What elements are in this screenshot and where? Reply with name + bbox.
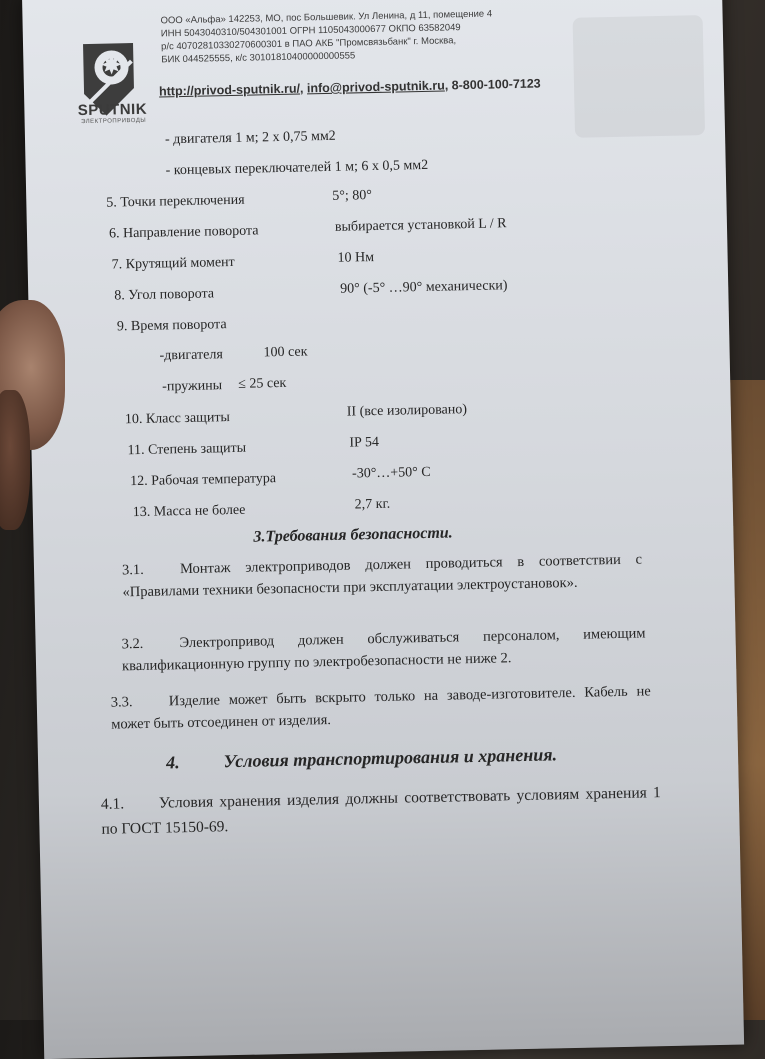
spec-cable-limit: - концевых переключателей 1 м; 6 х 0,5 мм2 — [165, 157, 429, 179]
spec-value: 10 Нм — [337, 250, 375, 266]
company-line: ИНН 5043040310/504301001 ОГРН 1105043000677 ОКПО 63582049 — [160, 22, 461, 40]
paragraph-number: 3.1. — [121, 561, 144, 579]
hand-finger — [0, 390, 30, 530]
company-line: БИК 044525555, к/с 30101810400000000555 — [161, 50, 356, 66]
spec-value: 2,7 кг. — [354, 496, 391, 513]
spec-value: 5°; 80° — [332, 188, 373, 204]
company-line: р/с 40702810330270600301 в ПАО АКБ "Промсвязьбанк" г. Москва, — [160, 35, 457, 53]
spec-label: 5. Точки переключения — [106, 192, 245, 211]
spec-label: 7. Крутящий момент — [111, 254, 235, 273]
paragraph-3-1 — [122, 548, 643, 603]
paragraph-4-1 — [101, 780, 662, 842]
paragraph-text: Электропривод должен обслуживаться персоналом, имеющим квалификационную группу по электробезопасности не ниже 2. — [121, 625, 646, 675]
spec-label: 12. Рабочая температура — [130, 471, 277, 490]
spec-label: 10. Класс защиты — [124, 410, 231, 428]
document-sheet — [22, 0, 744, 1059]
spec-value: II (все изолировано) — [346, 402, 468, 420]
spec-label: -двигателя — [159, 347, 223, 364]
section-title-safety: 3.Требования безопасности. — [253, 524, 453, 546]
phone-number: 8-800-100-7123 — [451, 76, 541, 93]
brand-subtitle: ЭЛЕКТРОПРИВОДЫ — [81, 117, 147, 126]
section-number: 4. — [165, 752, 180, 773]
spec-label: 11. Степень защиты — [127, 440, 247, 459]
contacts-line: http://privod-sputnik.ru/, info@privod-sputnik.ru, 8-800-100-7123 — [158, 76, 541, 99]
company-details — [160, 6, 561, 66]
paragraph-text: Монтаж электроприводов должен проводиться в соответствии с «Правилами техники безопасности при эксплуатации электроустановок». — [122, 551, 643, 601]
spec-value: -30°…+50° С — [351, 464, 431, 482]
spec-label: 9. Время поворота — [116, 317, 227, 335]
spec-label: 8. Угол поворота — [114, 286, 215, 304]
section-title-transport — [166, 744, 557, 773]
paragraph-number: 3.2. — [121, 635, 144, 653]
spec-label: 6. Направление поворота — [108, 223, 259, 242]
paragraph-3-3 — [111, 680, 652, 735]
bleed-through-shadow — [573, 15, 705, 138]
spec-value: 100 сек — [263, 344, 308, 361]
paragraph-text: Условия хранения изделия должны соответствовать условиям хранения 1 по ГОСТ 15150-69. — [101, 784, 662, 838]
spec-value: 90° (-5° …90° механически) — [340, 278, 508, 297]
spec-value: IP 54 — [349, 434, 380, 451]
section-title-text: Условия транспортирования и хранения. — [223, 744, 558, 772]
spec-value: ≤ 25 сек — [238, 375, 287, 392]
website-link[interactable]: http://privod-sputnik.ru/ — [158, 81, 301, 99]
spec-label: 13. Масса не более — [132, 502, 246, 521]
paragraph-text: Изделие может быть вскрыто только на заводе-изготовителе. Кабель не может быть отсоединен от изделия. — [111, 683, 651, 733]
company-line: ООО «Альфа» 142253, МО, пос Большевик. Ул Ленина, д 11, помещение 4 — [160, 8, 493, 27]
email-link[interactable]: info@privod-sputnik.ru — [306, 78, 445, 96]
spec-value: выбирается установкой L / R — [334, 216, 507, 235]
spec-label: -пружины — [162, 378, 223, 395]
paragraph-number: 4.1. — [100, 795, 125, 813]
brand-name: SPUTNIK — [77, 100, 148, 120]
spec-cable-motor: - двигателя 1 м; 2 х 0,75 мм2 — [164, 128, 336, 148]
paragraph-3-2 — [121, 622, 646, 677]
paragraph-number: 3.3. — [110, 694, 133, 711]
